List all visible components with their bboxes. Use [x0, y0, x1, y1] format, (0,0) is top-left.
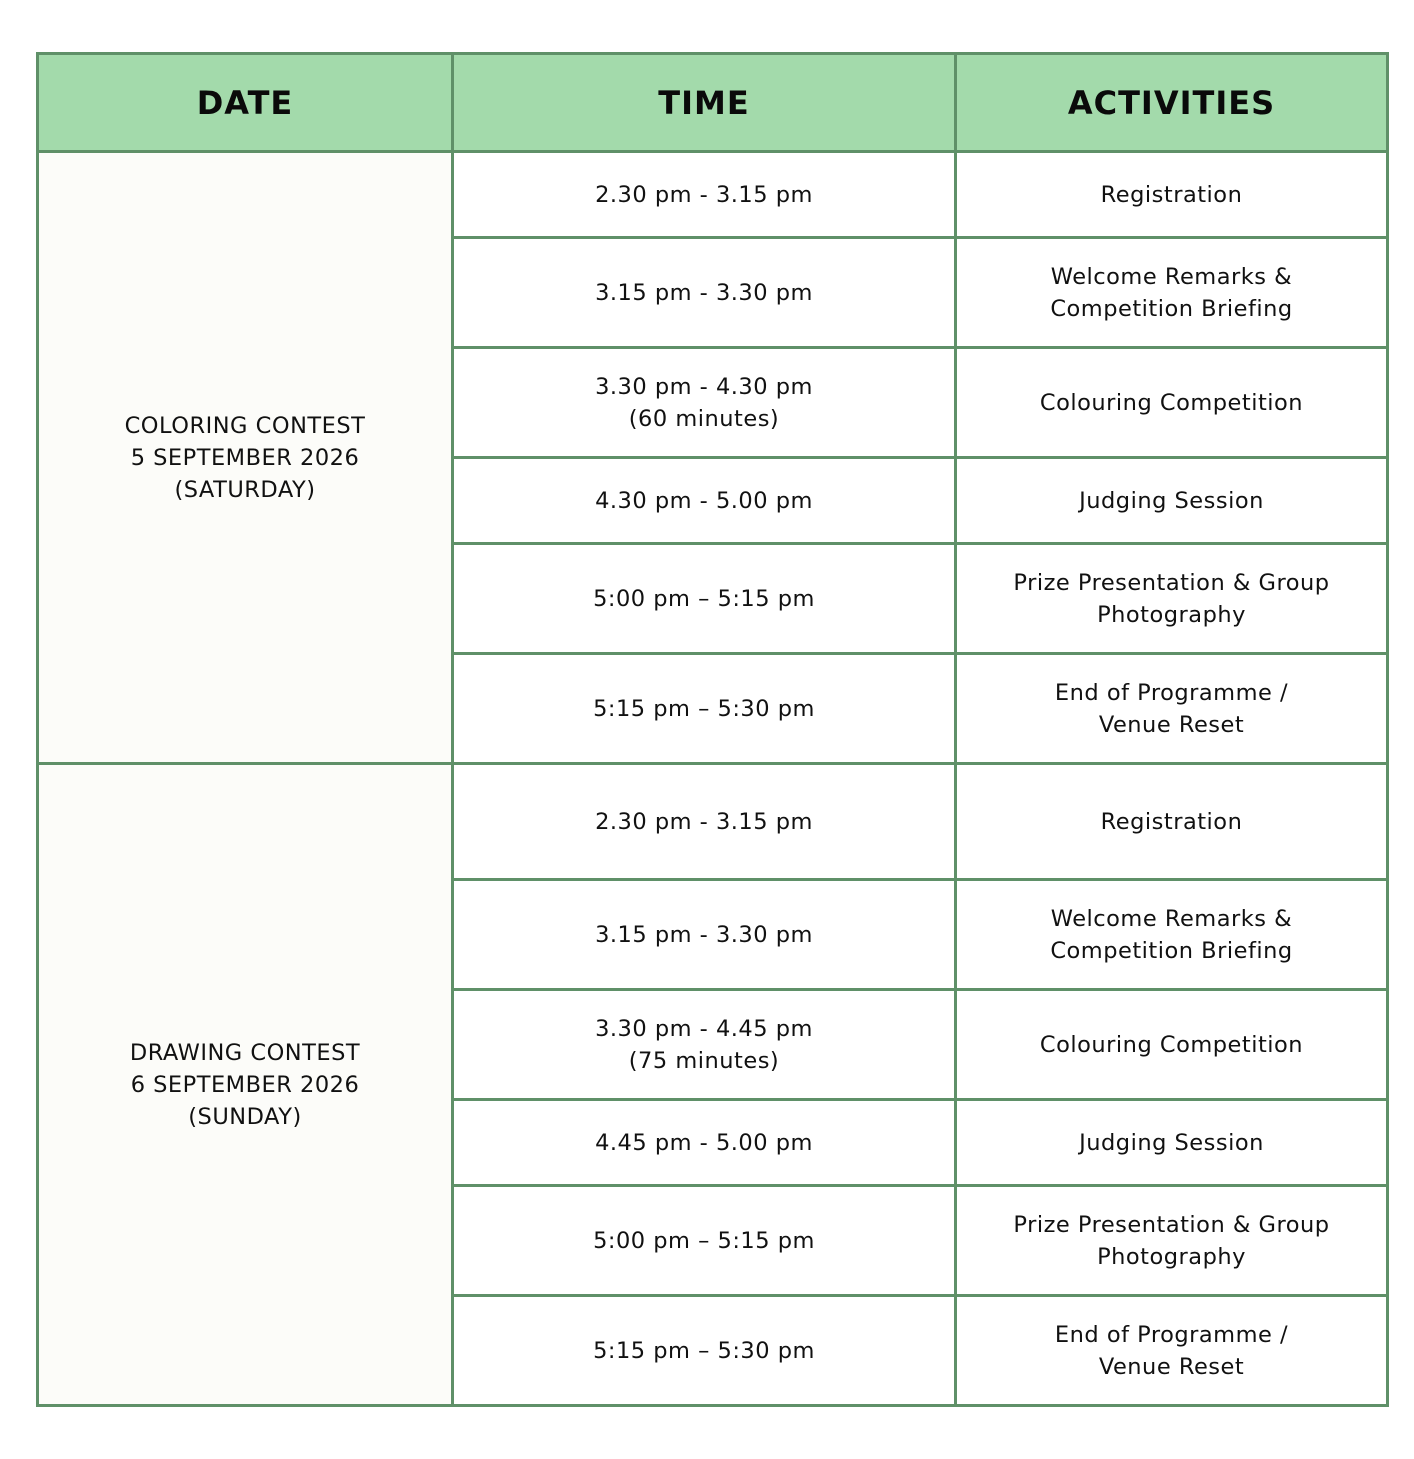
- time-text: 5:00 pm – 5:15 pm: [593, 585, 815, 612]
- activity-cell: [956, 880, 1388, 990]
- activity-cell: [956, 348, 1388, 458]
- activity-text: Welcome Remarks &: [1050, 905, 1293, 932]
- time-cell: [453, 458, 956, 544]
- date-event-name: COLORING CONTEST: [124, 412, 366, 439]
- time-cell: [453, 880, 956, 990]
- activity-text: Prize Presentation & Group: [1013, 1211, 1330, 1238]
- time-cell: [453, 764, 956, 880]
- activity-text: Judging Session: [1079, 1129, 1264, 1156]
- activities-column-header: ACTIVITIES: [956, 54, 1388, 152]
- time-text: 3.15 pm - 3.30 pm: [595, 279, 813, 306]
- time-cell: [453, 990, 956, 1100]
- activity-cell: [956, 152, 1388, 238]
- table-row: [38, 152, 1388, 238]
- time-text: 3.30 pm - 4.30 pm: [595, 373, 813, 400]
- time-cell: [453, 348, 956, 458]
- time-text: 4.30 pm - 5.00 pm: [595, 487, 813, 514]
- activity-cell: [956, 654, 1388, 764]
- activity-text: Venue Reset: [1098, 1353, 1245, 1380]
- date-cell-drawing-contest: [38, 764, 453, 1406]
- header-row: [38, 54, 1388, 152]
- date-column-header: DATE: [38, 54, 453, 152]
- activity-text: Judging Session: [1079, 487, 1264, 514]
- time-cell: [453, 1186, 956, 1296]
- activity-text: Competition Briefing: [1050, 937, 1293, 964]
- time-cell: [453, 1296, 956, 1406]
- date-day: 5 SEPTEMBER 2026: [130, 444, 360, 471]
- activity-text: End of Programme /: [1054, 679, 1289, 706]
- activity-text: Welcome Remarks &: [1050, 263, 1293, 290]
- activity-cell: [956, 238, 1388, 348]
- activity-text: Photography: [1097, 601, 1246, 628]
- activity-text: Colouring Competition: [1039, 389, 1304, 416]
- time-cell: [453, 238, 956, 348]
- time-text: 3.30 pm - 4.45 pm: [595, 1015, 813, 1042]
- time-column-header: TIME: [453, 54, 956, 152]
- time-cell: [453, 654, 956, 764]
- activity-text: Competition Briefing: [1050, 295, 1293, 322]
- time-text: 2.30 pm - 3.15 pm: [595, 808, 813, 835]
- activity-text: Colouring Competition: [1039, 1031, 1304, 1058]
- time-text: 5:00 pm – 5:15 pm: [593, 1227, 815, 1254]
- time-cell: [453, 544, 956, 654]
- date-cell-coloring-contest: [38, 152, 453, 764]
- activity-cell: [956, 990, 1388, 1100]
- activity-cell: [956, 1296, 1388, 1406]
- time-text: 4.45 pm - 5.00 pm: [595, 1129, 813, 1156]
- table-row: [38, 764, 1388, 880]
- activity-cell: [956, 1186, 1388, 1296]
- time-cell: [453, 152, 956, 238]
- time-cell: [453, 1100, 956, 1186]
- duration-text: (75 minutes): [628, 1047, 780, 1074]
- activity-text: Venue Reset: [1098, 711, 1245, 738]
- activity-text: Registration: [1100, 808, 1243, 835]
- activity-cell: [956, 544, 1388, 654]
- date-event-name: DRAWING CONTEST: [129, 1039, 361, 1066]
- duration-text: (60 minutes): [628, 405, 780, 432]
- activity-text: End of Programme /: [1054, 1321, 1289, 1348]
- time-text: 2.30 pm - 3.15 pm: [595, 181, 813, 208]
- activity-text: Registration: [1100, 181, 1243, 208]
- time-text: 3.15 pm - 3.30 pm: [595, 921, 813, 948]
- date-day: 6 SEPTEMBER 2026: [130, 1071, 360, 1098]
- activity-text: Prize Presentation & Group: [1013, 569, 1330, 596]
- date-weekday: (SATURDAY): [174, 476, 316, 503]
- activity-cell: [956, 1100, 1388, 1186]
- activity-cell: [956, 458, 1388, 544]
- time-text: 5:15 pm – 5:30 pm: [593, 1337, 815, 1364]
- activity-cell: [956, 764, 1388, 880]
- schedule-table: [36, 52, 1389, 1407]
- activity-text: Photography: [1097, 1243, 1246, 1270]
- date-weekday: (SUNDAY): [188, 1103, 302, 1130]
- time-text: 5:15 pm – 5:30 pm: [593, 695, 815, 722]
